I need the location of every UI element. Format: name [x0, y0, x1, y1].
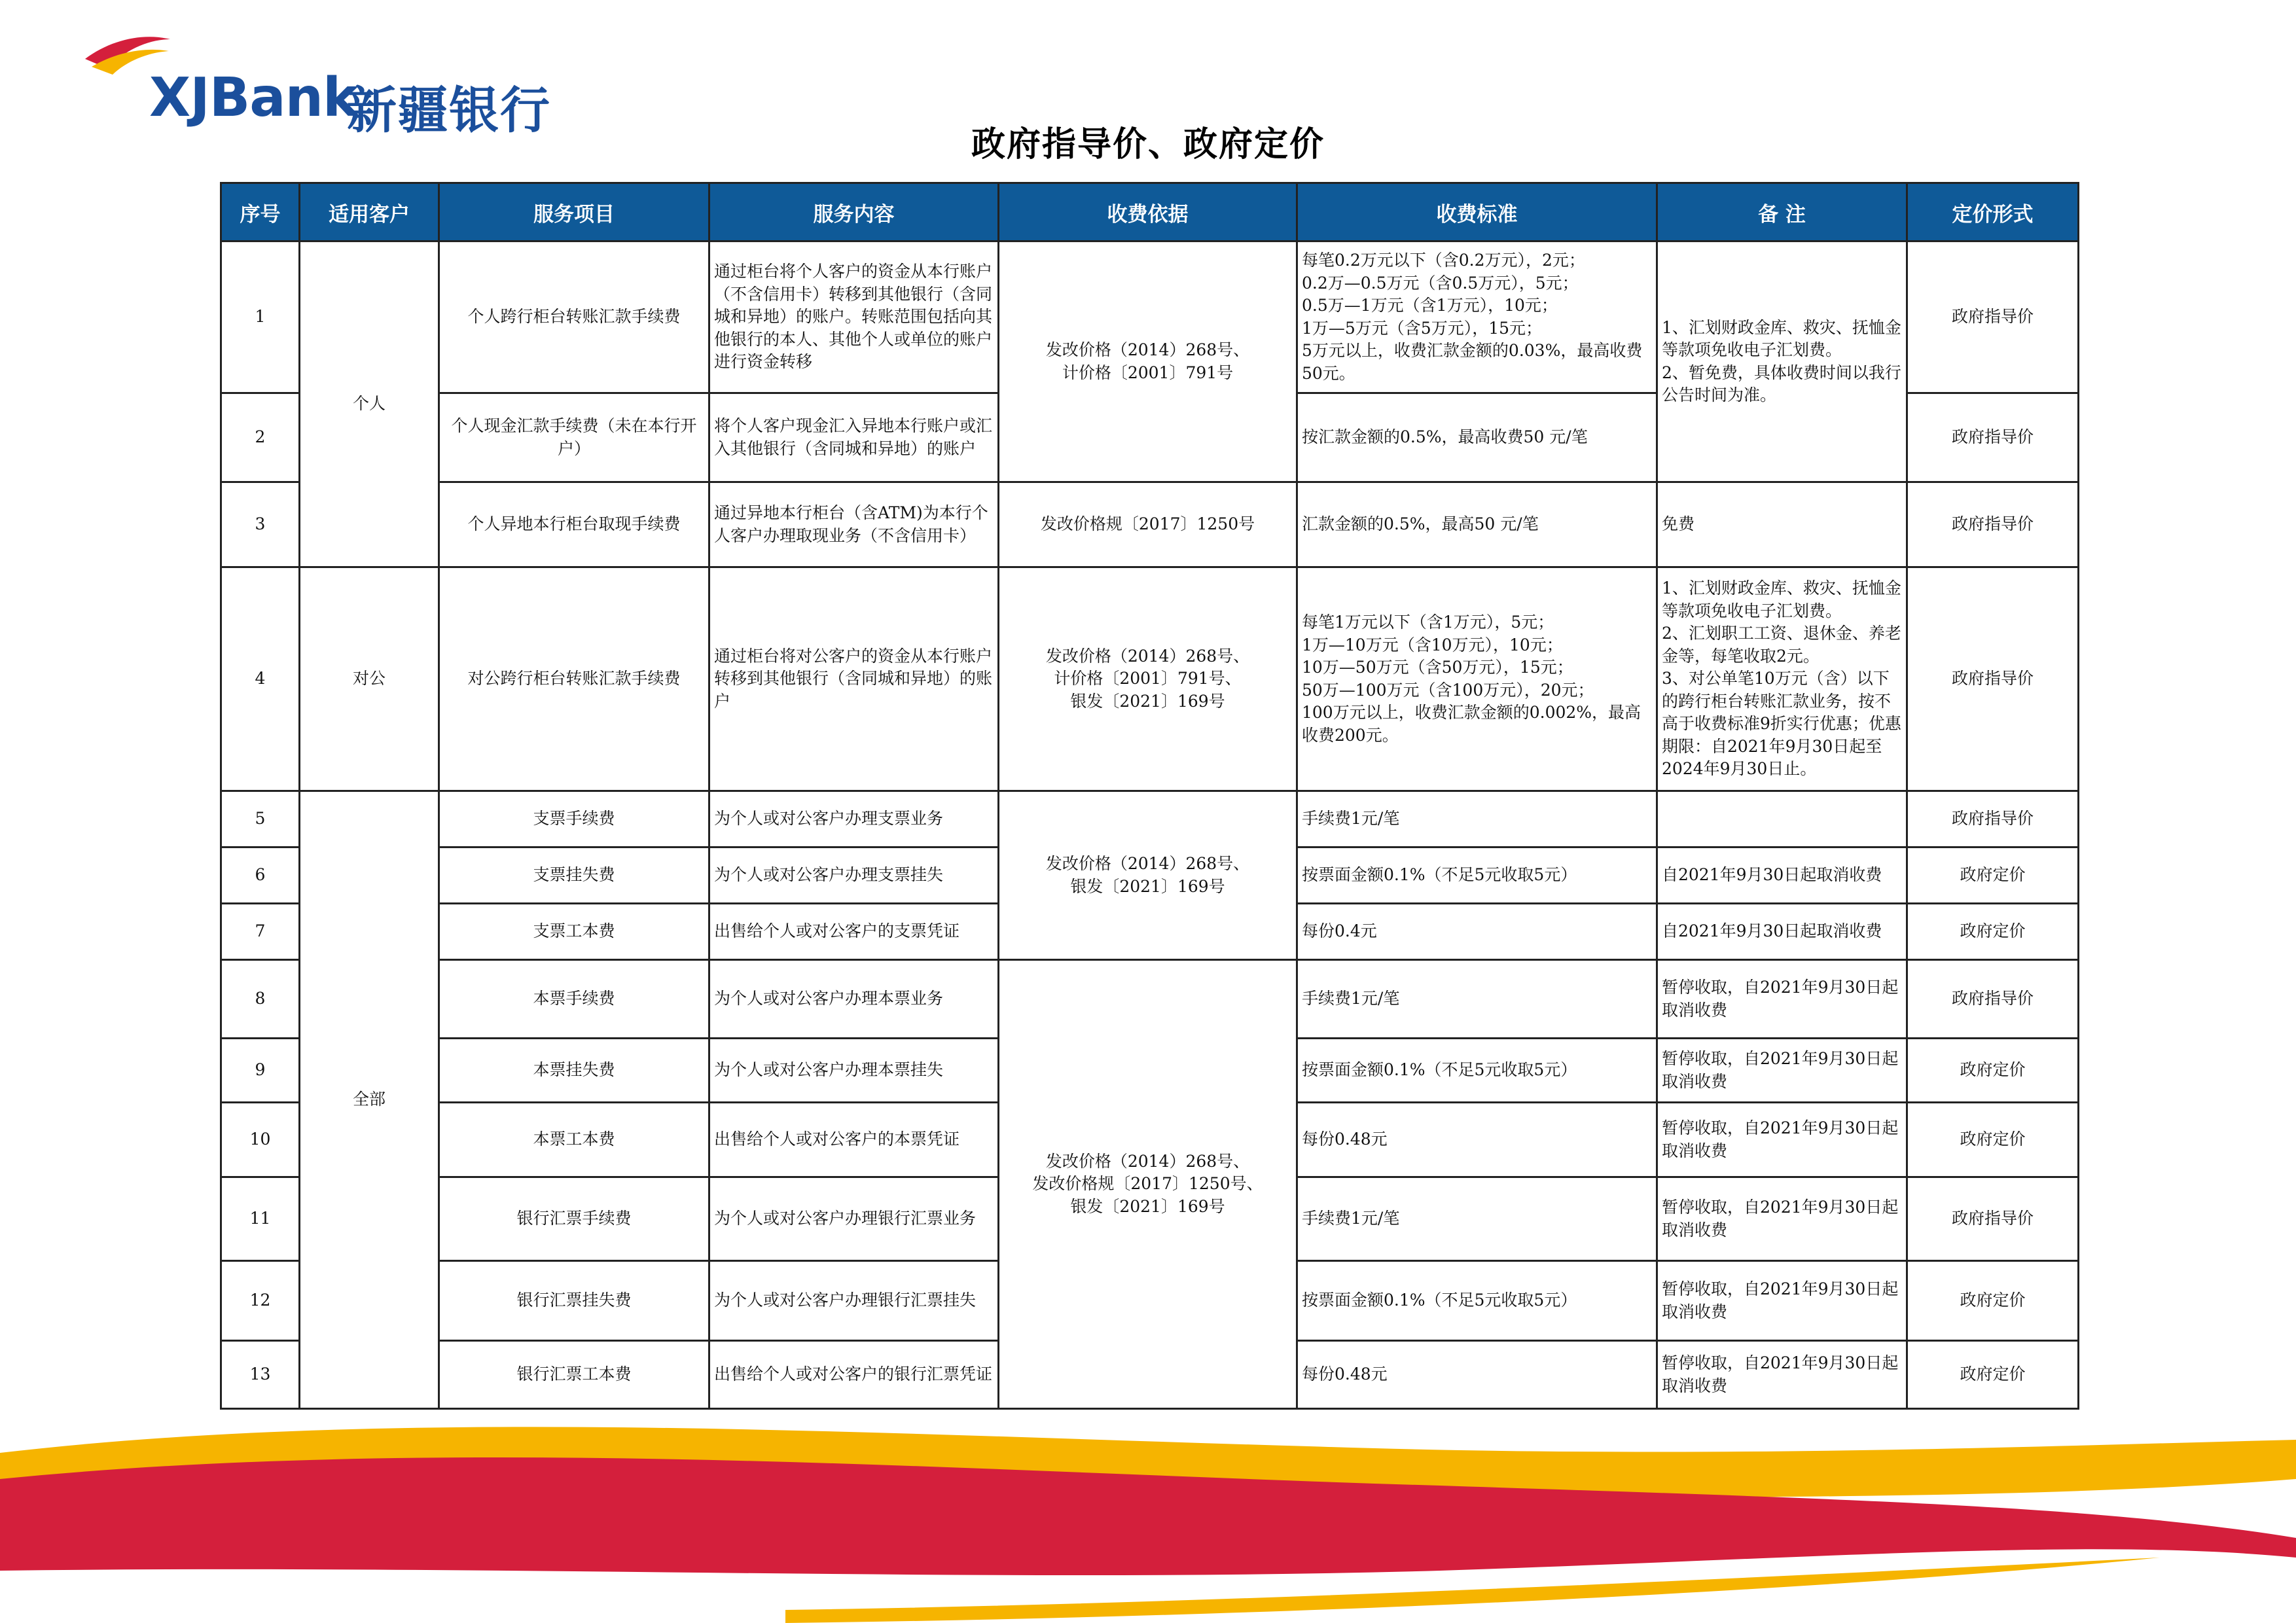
service-content: 出售给个人或对公客户的本票凭证 — [709, 1103, 999, 1177]
pricing-form: 政府定价 — [1907, 1341, 2079, 1409]
service-content: 为个人或对公客户办理银行汇票业务 — [709, 1177, 999, 1261]
service-content: 出售给个人或对公客户的银行汇票凭证 — [709, 1341, 999, 1409]
remark: 自2021年9月30日起取消收费 — [1657, 904, 1907, 960]
fee-standard: 手续费1元/笔 — [1297, 1177, 1657, 1261]
col-header-customer: 适用客户 — [300, 183, 439, 241]
pricing-form: 政府指导价 — [1907, 791, 2079, 847]
pricing-form: 政府指导价 — [1907, 567, 2079, 791]
service-item: 个人现金汇款手续费（未在本行开户） — [439, 393, 709, 482]
pricing-form: 政府指导价 — [1907, 482, 2079, 567]
col-header-basis: 收费依据 — [999, 183, 1297, 241]
service-content: 为个人或对公客户办理支票业务 — [709, 791, 999, 847]
fee-table — [220, 182, 2079, 1410]
pricing-form: 政府定价 — [1907, 904, 2079, 960]
service-item: 支票挂失费 — [439, 847, 709, 904]
service-item: 本票工本费 — [439, 1103, 709, 1177]
service-item: 银行汇票工本费 — [439, 1341, 709, 1409]
pricing-form: 政府定价 — [1907, 847, 2079, 904]
decorative-wave — [0, 1407, 2296, 1623]
fee-standard: 每笔0.2万元以下（含0.2万元），2元； 0.2万—0.5万元（含0.5万元），5元； 0.5万—1万元（含1万元），10元； 1万—5万元（含5万元），15元； 5万元以上，收费汇款金额的0.03%，最高收费50元。 — [1297, 241, 1657, 393]
remark: 1、汇划财政金库、救灾、抚恤金等款项免收电子汇划费。 2、暂免费，具体收费时间以我行公告时间为准。 — [1657, 241, 1907, 482]
row-number: 7 — [221, 904, 300, 960]
row-number: 6 — [221, 847, 300, 904]
remark: 暂停收取，自2021年9月30日起取消收费 — [1657, 960, 1907, 1039]
remark: 暂停收取，自2021年9月30日起取消收费 — [1657, 1261, 1907, 1341]
service-item: 个人跨行柜台转账汇款手续费 — [439, 241, 709, 393]
table-header-row — [221, 183, 2079, 241]
fee-standard: 每份0.48元 — [1297, 1103, 1657, 1177]
fee-standard: 每份0.4元 — [1297, 904, 1657, 960]
table-row — [221, 791, 2079, 847]
logo-wordmark: XJBank — [149, 67, 358, 129]
remark: 暂停收取，自2021年9月30日起取消收费 — [1657, 1341, 1907, 1409]
remark: 免费 — [1657, 482, 1907, 567]
pricing-form: 政府定价 — [1907, 1039, 2079, 1103]
row-number: 5 — [221, 791, 300, 847]
table-row — [221, 567, 2079, 791]
pricing-form: 政府指导价 — [1907, 960, 2079, 1039]
service-content: 为个人或对公客户办理支票挂失 — [709, 847, 999, 904]
customer-group-personal: 个人 — [300, 241, 439, 567]
row-number: 1 — [221, 241, 300, 393]
service-content: 通过柜台将个人客户的资金从本行账户（不含信用卡）转移到其他银行（含同城和异地）的账户。转账范围包括向其他银行的本人、其他个人或单位的账户进行资金转移 — [709, 241, 999, 393]
service-content: 为个人或对公客户办理本票挂失 — [709, 1039, 999, 1103]
fee-basis: 发改价格（2014）268号、 计价格〔2001〕791号、 银发〔2021〕169号 — [999, 567, 1297, 791]
table-row — [221, 241, 2079, 393]
service-content: 将个人客户现金汇入异地本行账户或汇入其他银行（含同城和异地）的账户 — [709, 393, 999, 482]
col-header-content: 服务内容 — [709, 183, 999, 241]
remark: 暂停收取，自2021年9月30日起取消收费 — [1657, 1103, 1907, 1177]
service-content: 通过柜台将对公客户的资金从本行账户转移到其他银行（含同城和异地）的账户 — [709, 567, 999, 791]
pricing-form: 政府指导价 — [1907, 1177, 2079, 1261]
col-header-item: 服务项目 — [439, 183, 709, 241]
service-item: 个人异地本行柜台取现手续费 — [439, 482, 709, 567]
fee-standard: 手续费1元/笔 — [1297, 791, 1657, 847]
service-content: 为个人或对公客户办理本票业务 — [709, 960, 999, 1039]
table-row — [221, 960, 2079, 1039]
customer-group-corporate: 对公 — [300, 567, 439, 791]
row-number: 13 — [221, 1341, 300, 1409]
remark — [1657, 791, 1907, 847]
customer-group-all: 全部 — [300, 791, 439, 1409]
row-number: 8 — [221, 960, 300, 1039]
pricing-form: 政府指导价 — [1907, 241, 2079, 393]
pricing-form: 政府定价 — [1907, 1103, 2079, 1177]
col-header-standard: 收费标准 — [1297, 183, 1657, 241]
service-content: 出售给个人或对公客户的支票凭证 — [709, 904, 999, 960]
service-item: 对公跨行柜台转账汇款手续费 — [439, 567, 709, 791]
remark: 自2021年9月30日起取消收费 — [1657, 847, 1907, 904]
fee-standard: 按票面金额0.1%（不足5元收取5元） — [1297, 1261, 1657, 1341]
col-header-remark: 备 注 — [1657, 183, 1907, 241]
row-number: 4 — [221, 567, 300, 791]
pricing-form: 政府指导价 — [1907, 393, 2079, 482]
fee-standard: 按票面金额0.1%（不足5元收取5元） — [1297, 847, 1657, 904]
fee-standard: 每笔1万元以下（含1万元），5元； 1万—10万元（含10万元），10元； 10万—50万元（含50万元），15元； 50万—100万元（含100万元），20元； 100万元以上，收费汇款金额的0.002%，最高收费200元。 — [1297, 567, 1657, 791]
service-item: 银行汇票手续费 — [439, 1177, 709, 1261]
service-item: 支票手续费 — [439, 791, 709, 847]
service-item: 银行汇票挂失费 — [439, 1261, 709, 1341]
col-header-no: 序号 — [221, 183, 300, 241]
remark: 1、汇划财政金库、救灾、抚恤金等款项免收电子汇划费。 2、汇划职工工资、退休金、养老金等，每笔收取2元。 3、对公单笔10万元（含）以下的跨行柜台转账汇款业务，按不高于收费标准9折实行优惠；优惠期限：自2021年9月30日起至2024年9月30日止。 — [1657, 567, 1907, 791]
service-item: 本票挂失费 — [439, 1039, 709, 1103]
row-number: 3 — [221, 482, 300, 567]
row-number: 9 — [221, 1039, 300, 1103]
fee-basis: 发改价格（2014）268号、 银发〔2021〕169号 — [999, 791, 1297, 960]
table-row — [221, 482, 2079, 567]
row-number: 2 — [221, 393, 300, 482]
logo-chinese-name: 新疆银行 — [347, 81, 551, 139]
row-number: 12 — [221, 1261, 300, 1341]
service-content: 通过异地本行柜台（含ATM)为本行个人客户办理取现业务（不含信用卡） — [709, 482, 999, 567]
col-header-form: 定价形式 — [1907, 183, 2079, 241]
fee-standard: 按汇款金额的0.5%，最高收费50 元/笔 — [1297, 393, 1657, 482]
row-number: 10 — [221, 1103, 300, 1177]
row-number: 11 — [221, 1177, 300, 1261]
remark: 暂停收取，自2021年9月30日起取消收费 — [1657, 1039, 1907, 1103]
service-content: 为个人或对公客户办理银行汇票挂失 — [709, 1261, 999, 1341]
service-item: 本票手续费 — [439, 960, 709, 1039]
remark: 暂停收取，自2021年9月30日起取消收费 — [1657, 1177, 1907, 1261]
page-title: 政府指导价、政府定价 — [971, 125, 1325, 164]
fee-basis: 发改价格规〔2017〕1250号 — [999, 482, 1297, 567]
fee-standard: 每份0.48元 — [1297, 1341, 1657, 1409]
fee-standard: 手续费1元/笔 — [1297, 960, 1657, 1039]
fee-standard: 汇款金额的0.5%，最高50 元/笔 — [1297, 482, 1657, 567]
fee-standard: 按票面金额0.1%（不足5元收取5元） — [1297, 1039, 1657, 1103]
fee-basis: 发改价格（2014）268号、 发改价格规〔2017〕1250号、 银发〔2021〕169号 — [999, 960, 1297, 1409]
fee-basis: 发改价格（2014）268号、 计价格〔2001〕791号 — [999, 241, 1297, 482]
pricing-form: 政府定价 — [1907, 1261, 2079, 1341]
service-item: 支票工本费 — [439, 904, 709, 960]
